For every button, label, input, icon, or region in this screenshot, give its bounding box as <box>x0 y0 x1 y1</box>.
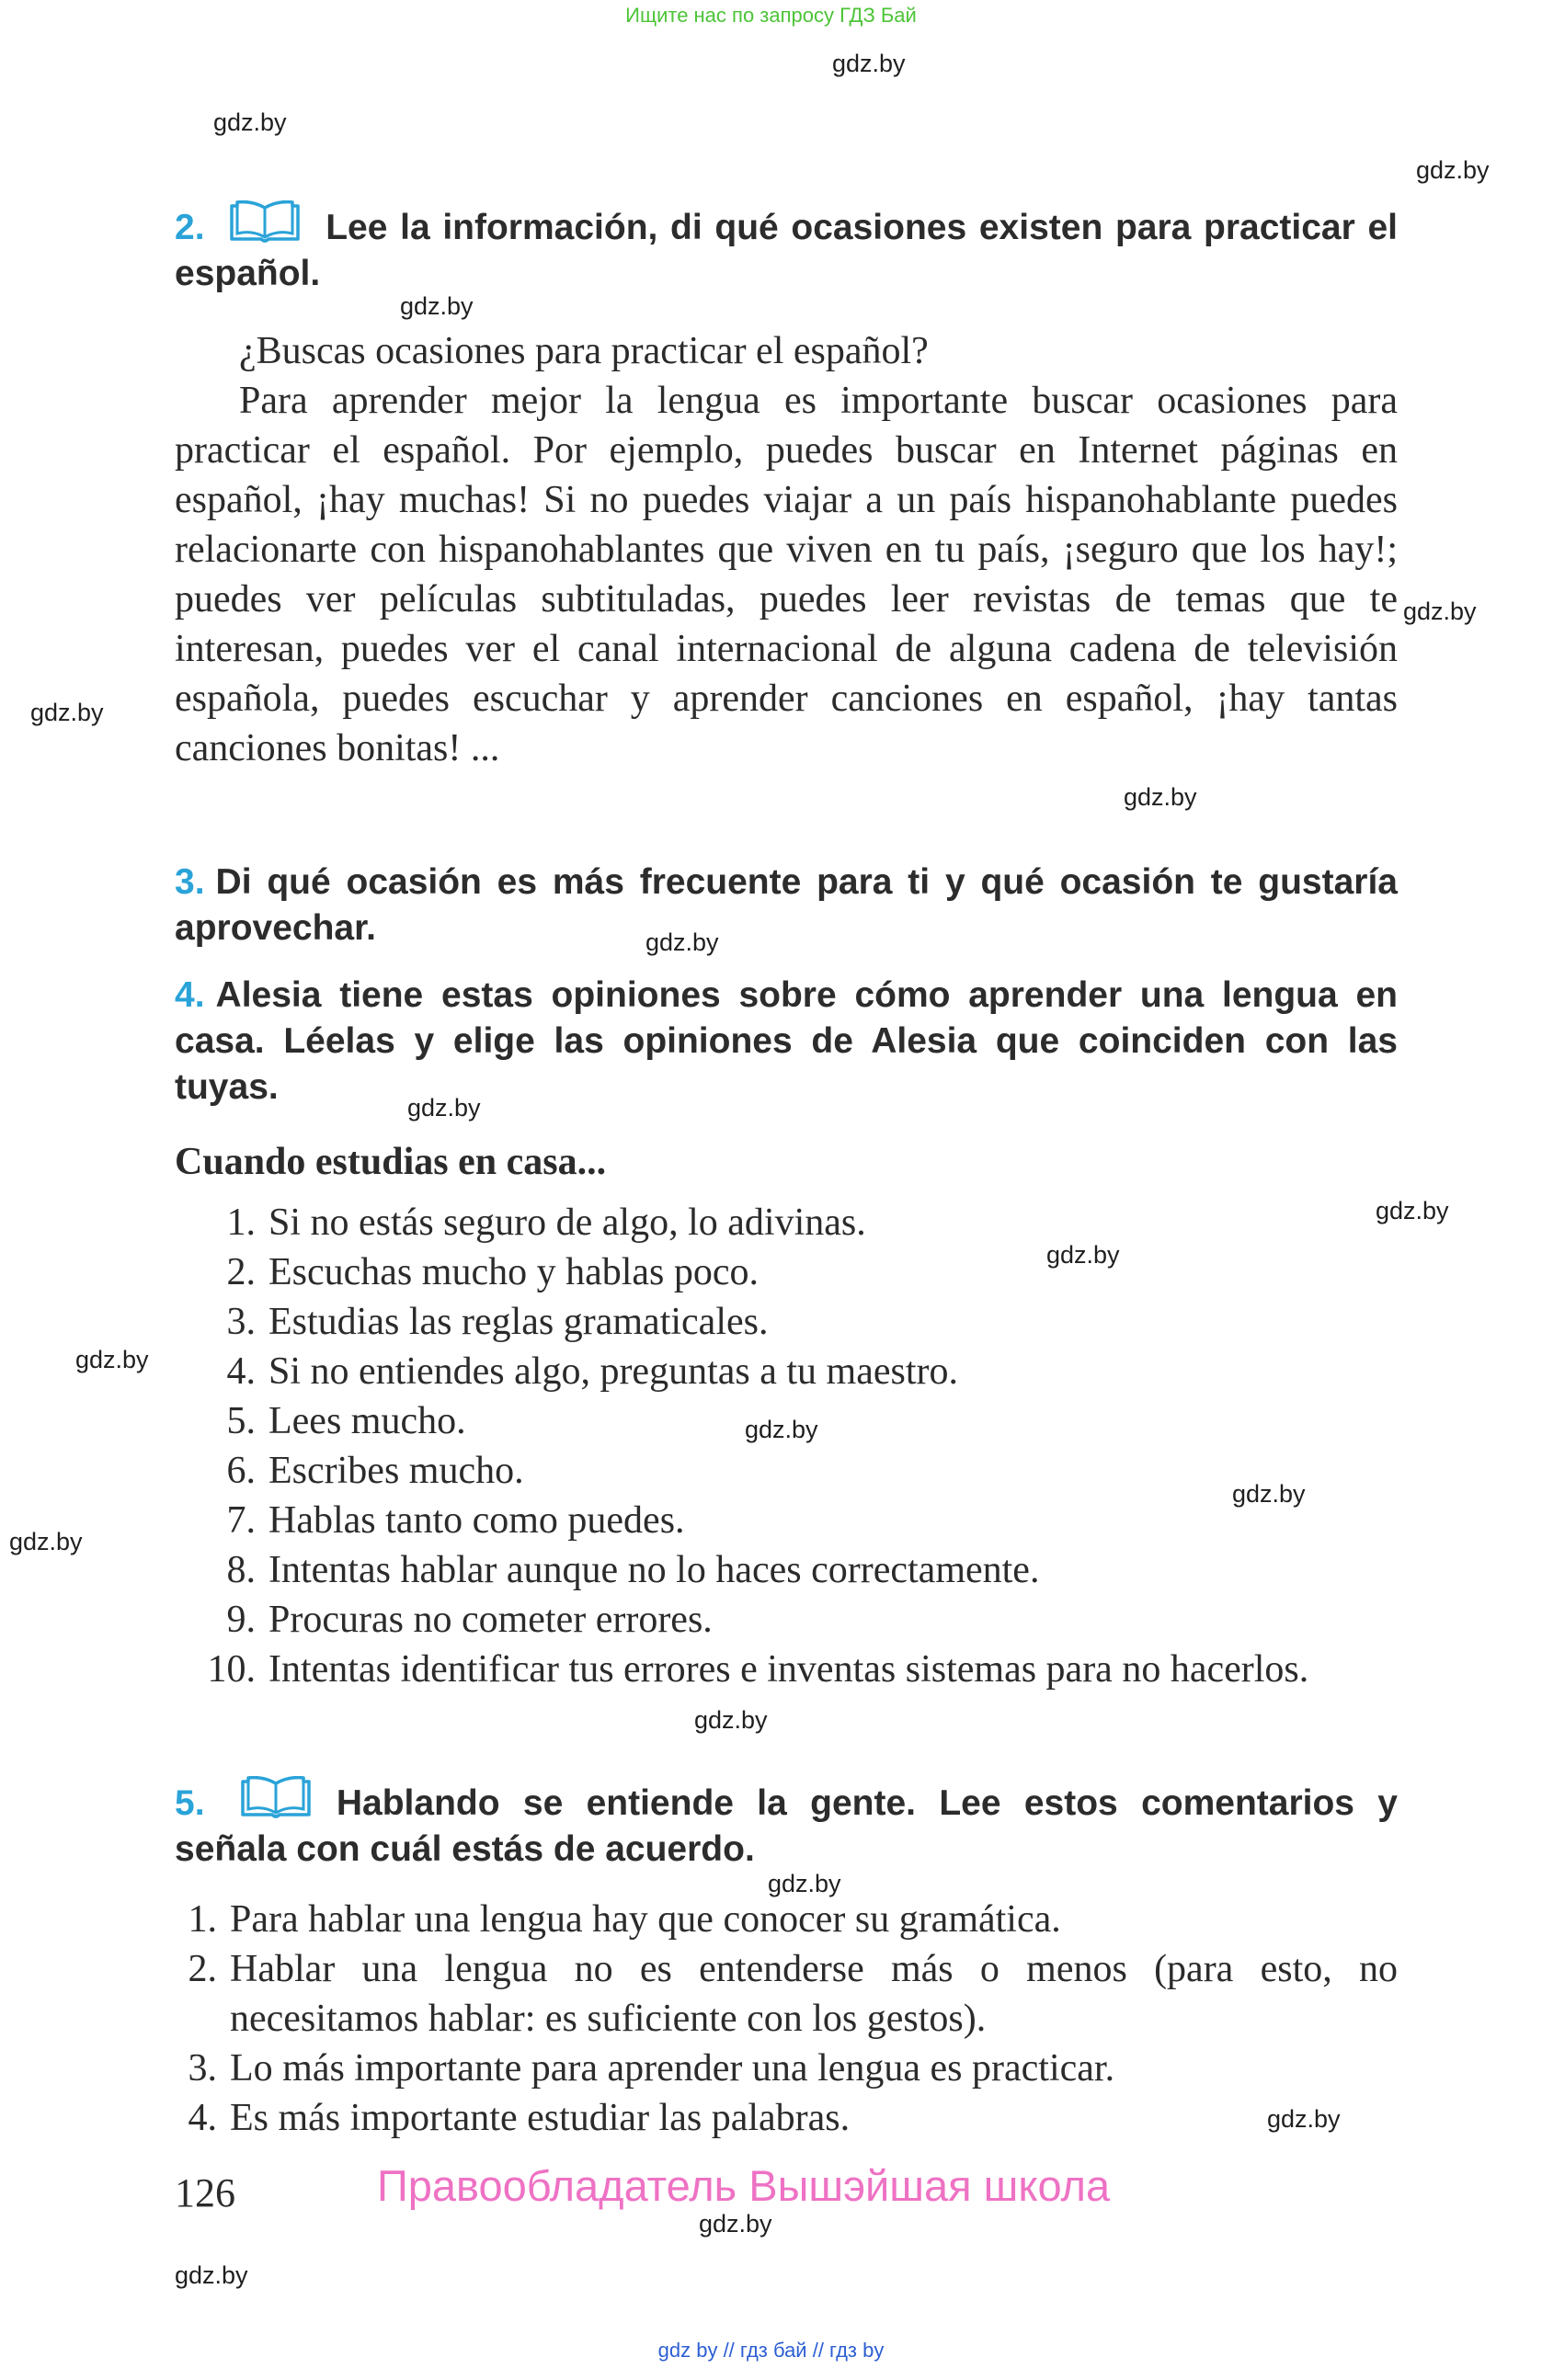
list-subheading: Cuando estudias en casa... <box>175 1141 607 1183</box>
watermark: gdz.by <box>400 292 474 320</box>
list-item: 9. Procuras no cometer errores. <box>226 1599 713 1641</box>
reading-text <box>175 326 1398 773</box>
watermark: gdz.by <box>645 928 719 956</box>
list-item: 3. Lo más importante para aprender una lengua es practicar. <box>188 2047 1115 2090</box>
list-item: 1. Para hablar una lengua hay que conocer su gramática. <box>188 1898 1061 1941</box>
reading-body: Para aprender mejor la lengua es importante buscar ocasiones para practicar el español. Por ejemplo, puedes buscar en Internet páginas en español, ¡hay muchas! Si no puedes viajar a un país hispanohablante puedes relacionarte con hispanohablantes que viven en tu país, ¡seguro que los hay!; puedes ver películas subtituladas, puedes leer revistas de temas que te interesan, puedes ver el canal internacional de alguna cadena de televisión española, puedes escuchar y aprender canciones en español, ¡hay tantas canciones bonitas! ... <box>175 380 1398 769</box>
page-number: 126 <box>175 2170 235 2215</box>
exercise-number: 5. <box>175 1783 205 1823</box>
list-item: 1. Si no estás seguro de algo, lo adivinas. <box>226 1201 866 1244</box>
exercise-number: 4. <box>175 975 205 1015</box>
watermark: gdz.by <box>175 2261 248 2289</box>
exercise-4-heading <box>175 973 1398 1110</box>
watermark: gdz.by <box>1376 1197 1449 1224</box>
list-item: 5. Lees mucho. <box>226 1400 466 1442</box>
list-item: 7. Hablas tanto como puedes. <box>226 1499 685 1542</box>
reading-question: ¿Buscas ocasiones para practicar el español? <box>239 330 929 372</box>
list-item: 8. Intentas hablar aunque no lo haces correctamente. <box>226 1549 1040 1591</box>
watermark: gdz.by <box>832 50 906 77</box>
watermark: gdz.by <box>1232 1480 1306 1508</box>
watermark: gdz.by <box>407 1094 481 1122</box>
exercise-number: 2. <box>175 208 205 247</box>
watermark: gdz.by <box>213 108 287 136</box>
watermark: gdz.by <box>694 1706 768 1734</box>
list-item: 10. Intentas identificar tus errores e inventas sistemas para no hacerlos. <box>207 1648 1309 1691</box>
watermark: gdz.by <box>1046 1241 1120 1269</box>
list-item: 2. Escuchas mucho y hablas poco. <box>226 1251 760 1293</box>
list-item: 2. Hablar una lengua no es entenderse más o menos (para esto, no necesitamos hablar: es suficiente con los gestos). <box>188 1948 1398 2040</box>
watermark: gdz.by <box>699 2210 772 2238</box>
watermark: gdz.by <box>1403 598 1477 625</box>
watermark: gdz.by <box>768 1870 841 1897</box>
exercise-title: Di qué ocasión es más frecuente para ti y qué ocasión te gustaría aprovechar. <box>175 862 1398 948</box>
watermark: gdz.by <box>745 1416 818 1443</box>
exercise-title: Hablando se entiende la gente. Lee estos comentarios y señala con cuál estás de acuerdo. <box>175 1783 1398 1869</box>
exercise-3-heading <box>175 860 1398 951</box>
list-item: 4. Si no entiendes algo, preguntas a tu maestro. <box>226 1350 958 1393</box>
exercise-title: Alesia tiene estas opiniones sobre cómo aprender una lengua en casa. Léelas y elige las opiniones de Alesia que coinciden con las tuyas. <box>175 975 1398 1107</box>
open-book-icon <box>228 200 302 245</box>
watermark: gdz.by <box>30 699 104 726</box>
footer-links[interactable]: gdz by // гдз бай // гдз by <box>657 2339 885 2362</box>
list-item: 4. Es más importante estudiar las palabras. <box>188 2097 851 2139</box>
exercise-number: 3. <box>175 862 205 902</box>
exercise-title: Lee la información, di qué ocasiones existen para practicar el español. <box>175 208 1398 293</box>
list-item: 6. Escribes mucho. <box>226 1450 524 1492</box>
opinions-list <box>175 1198 1398 1694</box>
copyright-notice: Правообладатель Вышэйшая школа <box>377 2161 1111 2210</box>
list-item: 3. Estudias las reglas gramaticales. <box>226 1301 769 1343</box>
watermark: gdz.by <box>1124 783 1197 811</box>
watermark: gdz.by <box>1267 2105 1341 2133</box>
comments-list <box>175 1895 1398 2143</box>
top-banner[interactable]: Ищите нас по запросу ГДЗ Бай <box>625 4 917 27</box>
exercise-5-heading <box>175 1776 1398 1873</box>
watermark: gdz.by <box>9 1528 83 1555</box>
open-book-icon <box>239 1776 313 1820</box>
watermark: gdz.by <box>1416 156 1490 184</box>
watermark: gdz.by <box>75 1346 149 1373</box>
exercise-2-heading <box>175 200 1398 297</box>
